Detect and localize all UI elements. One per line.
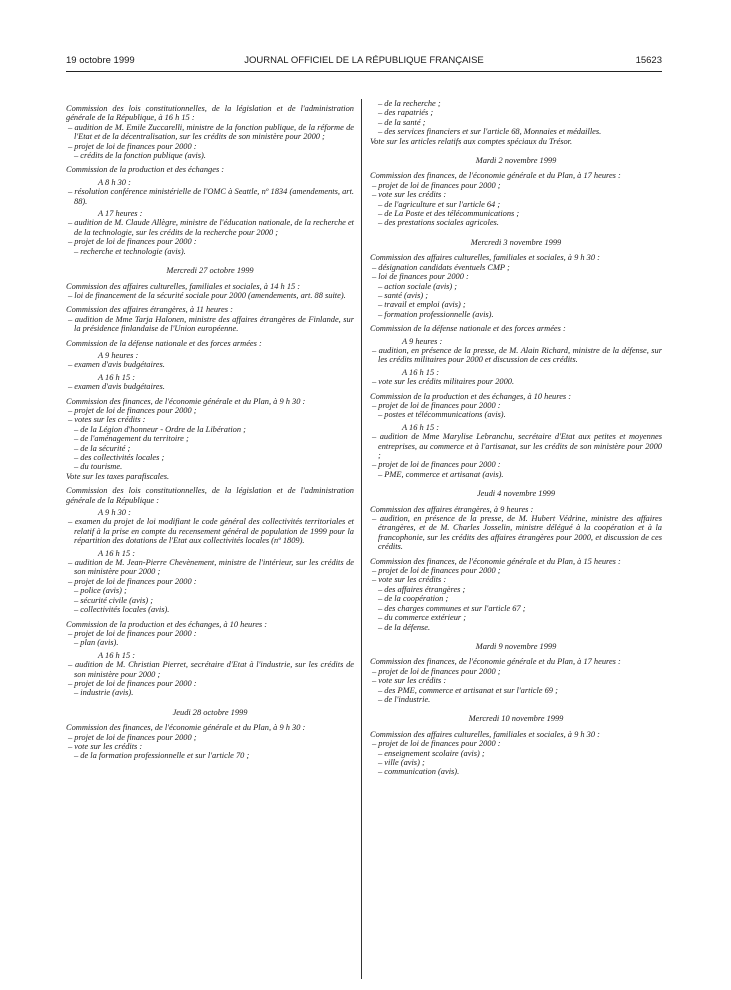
committee-heading: Commission des finances, de l'économie générale et du Plan, à 9 h 30 :: [66, 396, 306, 406]
agenda-item: – projet de loi de finances pour 2000 :: [68, 576, 197, 586]
agenda-subitem: – de la recherche ;: [378, 99, 441, 108]
agenda-item: – projet de loi de finances pour 2000 :: [372, 739, 501, 749]
agenda-item: – désignation candidats éventuels CMP ;: [372, 262, 510, 272]
agenda-item: – audition de M. Emile Zuccarelli, ministre de la fonction publique, de la réforme de l'Etat et de la décentralisation, sur les crédits de son ministère pour 2000 ;: [68, 122, 354, 142]
agenda-subitem: – des prestations sociales agricoles.: [378, 218, 499, 228]
agenda-subitem: – de la Légion d'honneur - Ordre de la Libération ;: [74, 424, 246, 434]
agenda-subitem: – industrie (avis).: [74, 688, 134, 698]
committee-heading: Commission de la production et des échanges :: [66, 165, 225, 175]
header-date: 19 octobre 1999: [66, 55, 135, 66]
agenda-item: – audition, en présence de la presse, de M. Alain Richard, ministre de la défense, sur les crédits militaires pour 2000 et discussion de ces crédits.: [372, 345, 662, 365]
committee-heading: Commission des finances, de l'économie générale et du Plan, à 9 h 30 :: [66, 723, 306, 733]
agenda-item: – projet de loi de finances pour 2000 :: [68, 628, 197, 638]
agenda-item: – loi de financement de la sécurité sociale pour 2000 (amendements, art. 88 suite).: [68, 290, 346, 300]
committee-heading: Commission de la production et des échanges, à 10 heures :: [66, 619, 268, 629]
note-paragraph: Vote sur les articles relatifs aux comptes spéciaux du Trésor.: [370, 136, 573, 146]
committee-heading: Commission des affaires étrangères, à 11 heures :: [66, 305, 233, 315]
time-slot: A 16 h 15 :: [98, 650, 136, 660]
agenda-item: – projet de loi de finances pour 2000 ;: [68, 405, 197, 415]
agenda-item: – projet de loi de finances pour 2000 ;: [68, 732, 197, 742]
day-heading: Jeudi 28 octobre 1999: [172, 707, 248, 717]
committee-heading: Commission des affaires culturelles, familiales et sociales, à 14 h 15 :: [66, 281, 301, 291]
time-slot: A 9 heures :: [402, 336, 443, 346]
agenda-subitem: – enseignement scolaire (avis) ;: [378, 748, 485, 758]
agenda-subitem: – PME, commerce et artisanat (avis).: [378, 469, 504, 479]
committee-heading: Commission de la défense nationale et des forces armées :: [370, 324, 566, 334]
agenda-subitem: – des collectivités locales ;: [74, 453, 165, 462]
agenda-subitem: – de l'aménagement du territoire ;: [74, 434, 189, 444]
agenda-subitem: – communication (avis).: [378, 767, 460, 777]
agenda-subitem: – des PME, commerce et artisanat et sur l'article 69 ;: [378, 685, 558, 695]
day-heading: Mardi 2 novembre 1999: [475, 156, 557, 166]
day-heading: Mercredi 10 novembre 1999: [468, 714, 564, 724]
agenda-item: – projet de loi de finances pour 2000 :: [372, 460, 501, 470]
agenda-subitem: – formation professionnelle (avis).: [378, 309, 494, 319]
time-slot: A 9 h 30 :: [98, 508, 131, 518]
agenda-item: – audition de M. Christian Pierret, secrétaire d'Etat à l'industrie, sur les crédits de son ministère pour 2000 ;: [68, 660, 354, 679]
committee-heading: Commission de la production et des échanges, à 10 heures :: [370, 391, 572, 401]
agenda-item: – vote sur les crédits :: [372, 575, 447, 585]
agenda-subitem: – police (avis) ;: [74, 586, 127, 596]
agenda-subitem: – du commerce extérieur ;: [378, 613, 467, 623]
agenda-item: – audition de Mme Tarja Halonen, ministre des affaires étrangères de Finlande, sur la présidence finlandaise de l'Union européenne.: [68, 314, 354, 334]
agenda-item: – vote sur les crédits :: [372, 190, 447, 200]
agenda-subitem: – du tourisme.: [74, 462, 123, 472]
agenda-item: – projet de loi de finances pour 2000 ;: [372, 180, 501, 190]
page-header: [66, 55, 662, 69]
agenda-subitem: – des affaires étrangères ;: [378, 584, 466, 594]
agenda-item: – projet de loi de finances pour 2000 ;: [372, 566, 501, 576]
header-title: JOURNAL OFFICIEL DE LA RÉPUBLIQUE FRANÇAISE: [244, 55, 484, 66]
agenda-subitem: – de la santé ;: [378, 117, 426, 127]
agenda-item: – examen d'avis budgétaires.: [68, 360, 165, 370]
note-paragraph: Vote sur les taxes parafiscales.: [66, 471, 170, 481]
agenda-item: – vote sur les crédits militaires pour 2000.: [372, 377, 515, 387]
committee-heading: Commission des affaires culturelles, familiales et sociales, à 9 h 30 :: [370, 253, 600, 263]
agenda-subitem: – des charges communes et sur l'article 67 ;: [378, 603, 526, 613]
header-rule: [66, 71, 662, 72]
agenda-item: – audition de M. Claude Allègre, ministre de l'éducation nationale, de la recherche et de la technologie, sur les crédits de la recherche pour 2000 ;: [68, 218, 355, 237]
agenda-item: – audition, en présence de la presse, de M. Hubert Védrine, ministre des affaires étrangères, et de M. Charles Josselin, ministre délégué à la coopération et à la francophonie, sur les crédits des affaires étrangères pour 2000, et discussion de ces crédits.: [372, 514, 662, 552]
left-column: [66, 99, 354, 761]
time-slot: A 16 h 15 :: [98, 548, 136, 558]
committee-heading: Commission des lois constitutionnelles, de la législation et de l'administration générale de la République, à 16 h 15 :: [66, 104, 354, 123]
agenda-subitem: – ville (avis) ;: [378, 757, 425, 767]
agenda-item: – projet de loi de finances pour 2000 :: [372, 400, 501, 410]
time-slot: A 9 heures :: [98, 350, 139, 360]
day-heading: Mardi 9 novembre 1999: [475, 641, 557, 651]
agenda-item: – loi de finances pour 2000 :: [372, 272, 469, 282]
day-heading: Mercredi 3 novembre 1999: [470, 237, 562, 247]
agenda-subitem: – plan (avis).: [74, 638, 119, 648]
agenda-subitem: – action sociale (avis) ;: [378, 281, 458, 291]
agenda-subitem: – postes et télécommunications (avis).: [378, 410, 506, 420]
agenda-item: – examen d'avis budgétaires.: [68, 382, 165, 392]
agenda-item: – projet de loi de finances pour 2000 :: [68, 678, 197, 688]
column-divider: [361, 99, 362, 979]
agenda-item: – projet de loi de finances pour 2000 :: [68, 237, 197, 247]
agenda-subitem: – de la formation professionnelle et sur l'article 70 ;: [74, 751, 250, 761]
day-heading: Jeudi 4 novembre 1999: [476, 489, 556, 499]
agenda-item: – audition de Mme Marylise Lebranchu, secrétaire d'Etat aux petites et moyennes entreprises, au commerce et à l'artisanat, sur les crédits de son ministère pour 2000 ;: [372, 432, 662, 460]
agenda-subitem: – recherche et technologie (avis).: [74, 246, 186, 256]
agenda-subitem: – des services financiers et sur l'article 68, Monnaies et médailles.: [378, 127, 602, 137]
agenda-subitem: – de l'agriculture et sur l'article 64 ;: [378, 199, 501, 209]
agenda-subitem: – travail et emploi (avis) ;: [378, 300, 466, 310]
time-slot: A 17 heures :: [98, 209, 143, 219]
agenda-subitem: – de la coopération ;: [378, 594, 449, 604]
agenda-item: – projet de loi de finances pour 2000 :: [68, 141, 197, 151]
committee-heading: Commission des affaires culturelles, familiales et sociales, à 9 h 30 :: [370, 729, 600, 739]
agenda-subitem: – de la sécurité ;: [74, 443, 131, 453]
agenda-item: – vote sur les crédits :: [372, 676, 447, 686]
agenda-item: – projet de loi de finances pour 2000 ;: [372, 666, 501, 676]
header-page-number: 15623: [635, 55, 662, 66]
day-heading: Mercredi 27 octobre 1999: [166, 266, 254, 276]
time-slot: A 16 h 15 :: [402, 422, 440, 432]
agenda-item: – résolution conférence ministérielle de l'OMC à Seattle, nº 1834 (amendements, art. 88).: [68, 187, 354, 206]
agenda-subitem: – santé (avis) ;: [378, 290, 429, 300]
committee-heading: Commission des lois constitutionnelles, de la législation et de l'administration générale de la République :: [66, 486, 354, 505]
right-column: [370, 99, 662, 777]
agenda-item: – examen du projet de loi modifiant le code général des collectivités territoriales et relatif à la prise en compte du recensement général de population de 1999 pour la répartition des dotations de l'Etat aux collectivités locales (nº 1809).: [68, 517, 354, 546]
time-slot: A 16 h 15 :: [402, 367, 440, 377]
agenda-item: – vote sur les crédits :: [68, 741, 143, 751]
agenda-item: – votes sur les crédits :: [68, 415, 146, 425]
agenda-subitem: – collectivités locales (avis).: [74, 605, 170, 615]
agenda-subitem: – de La Poste et des télécommunications ;: [378, 209, 520, 219]
committee-heading: Commission des finances, de l'économie générale et du Plan, à 17 heures :: [370, 171, 621, 181]
committee-heading: Commission des affaires étrangères, à 9 heures :: [370, 504, 534, 514]
agenda-subitem: – de l'industrie.: [378, 694, 431, 704]
committee-heading: Commission de la défense nationale et des forces armées :: [66, 338, 262, 348]
agenda-subitem: – des rapatriés ;: [378, 108, 434, 118]
agenda-item: – audition de M. Jean-Pierre Chevènement, ministre de l'intérieur, sur les crédits de son ministère pour 2000 ;: [68, 558, 354, 577]
committee-heading: Commission des finances, de l'économie générale et du Plan, à 17 heures :: [370, 657, 621, 667]
committee-heading: Commission des finances, de l'économie générale et du Plan, à 15 heures :: [370, 556, 621, 566]
agenda-subitem: – sécurité civile (avis) ;: [74, 595, 154, 605]
time-slot: A 16 h 15 :: [98, 372, 136, 382]
agenda-subitem: – crédits de la fonction publique (avis).: [74, 151, 206, 161]
agenda-subitem: – de la défense.: [378, 622, 431, 632]
time-slot: A 8 h 30 :: [98, 177, 131, 187]
